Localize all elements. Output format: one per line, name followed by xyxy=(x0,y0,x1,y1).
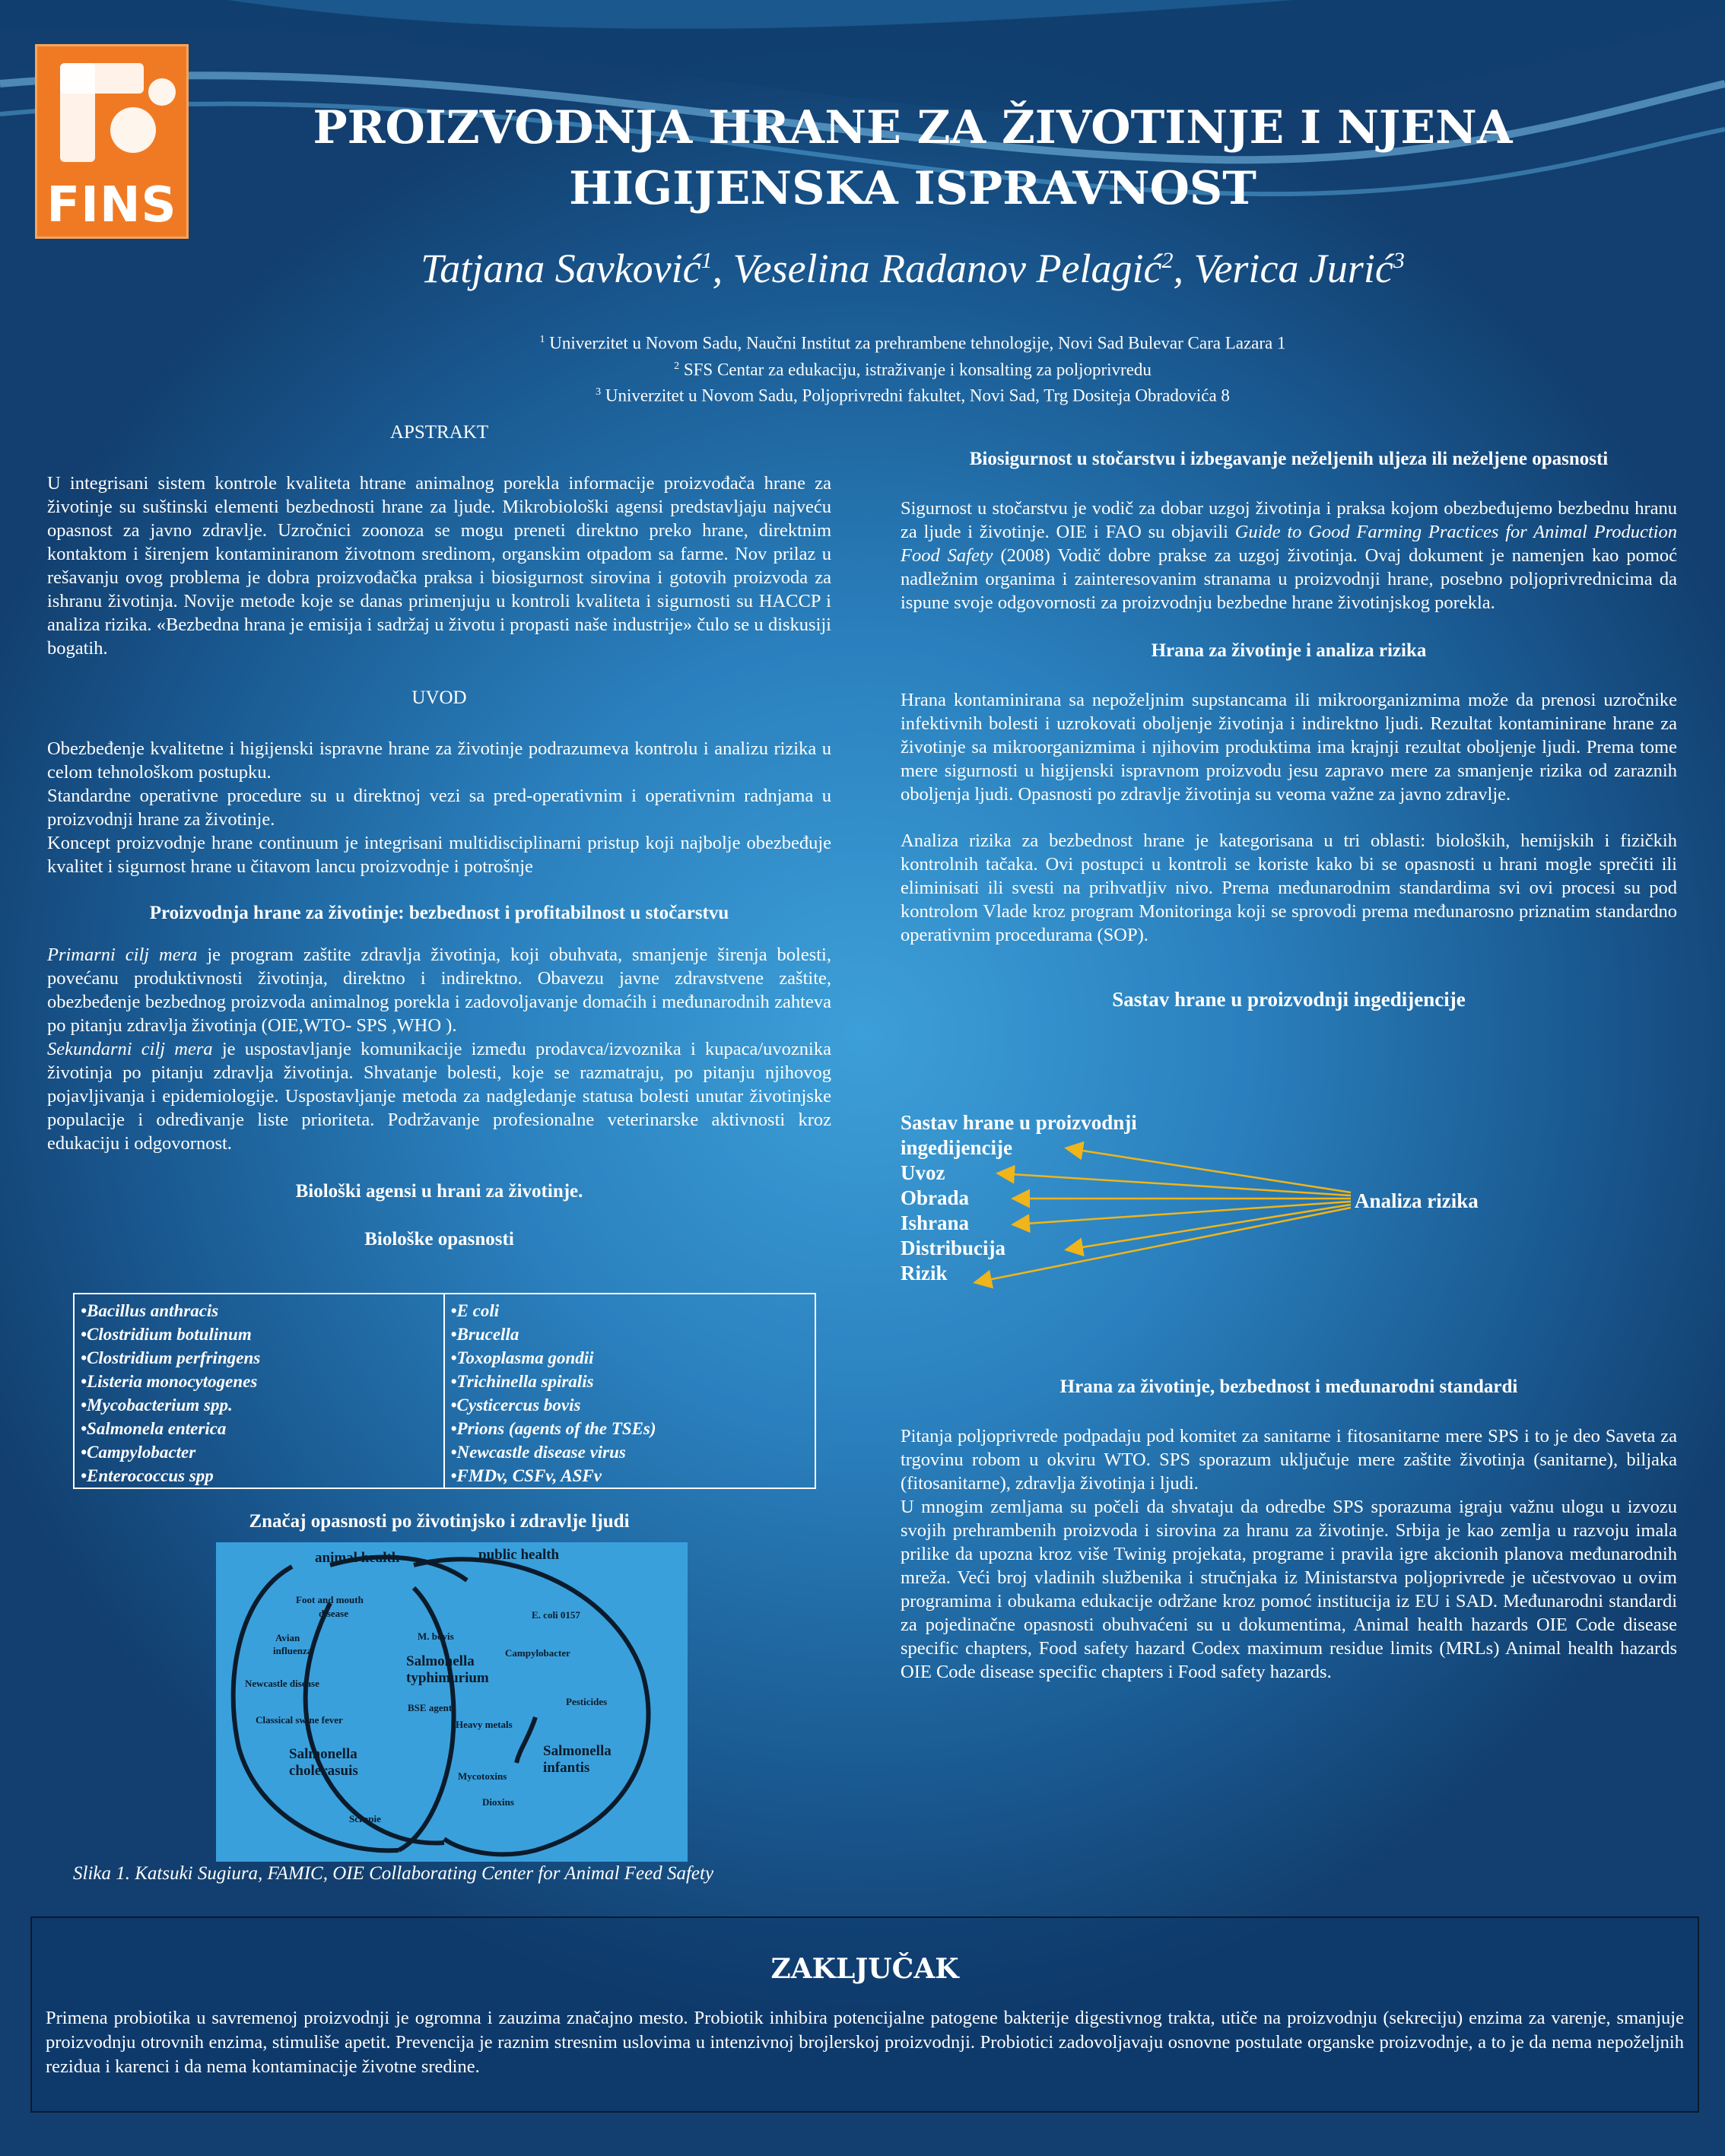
venn-label: Campylobacter xyxy=(505,1647,570,1659)
ingredient-item: Sastav hrane u proizvodnji xyxy=(901,1111,1137,1134)
arrow xyxy=(977,1208,1351,1282)
hazard-item: •Toxoplasma gondii xyxy=(450,1348,594,1367)
hazard-item: •Campylobacter xyxy=(81,1443,196,1462)
venn-left-title: animal health xyxy=(315,1550,400,1566)
standardi-paragraph: Pitanja poljoprivrede podpadaju pod komitet za sanitarne i fitosanitarne mere SPS i to je deo Saveta za trgovinu robom u okviru WTO. SPS sporazum uključuje mere zaštite životinja (sanitarne), biljaka (fitosanitarne), zdravlja životinja i ljudi. xyxy=(901,1426,1677,1494)
arrow-group xyxy=(977,1148,1351,1282)
venn-big-label: Salmonella xyxy=(406,1653,475,1669)
conclusion-box xyxy=(30,1916,1699,2113)
right-column xyxy=(901,447,1677,1034)
proizvodnja-paragraph: Sekundarni cilj mera je uspostavljanje komunikacije između prodavca/izvoznika i kupaca/uvoznika životinja po pitanju zdravlja životinja. Shvatanje bolesti, koje se razmatraju, po pitanju njihovog pojavljivanja i epidemiologije. Uspostavljanje metoda za nadgledanje statusa bolesti unutar životinjske populacije i određivanje liste prioriteta. Podržavanje profesionalne veterinarske aktivnosti kroz edukaciju i odgovornost. xyxy=(47,1039,831,1154)
ingredient-item: Uvoz xyxy=(901,1161,945,1184)
hazard-item: •Cysticercus bovis xyxy=(450,1396,581,1415)
hazard-item: •Enterococcus spp xyxy=(81,1466,214,1485)
hazard-item: •Salmonela enterica xyxy=(81,1419,227,1438)
venn-label: Heavy metals xyxy=(456,1719,513,1730)
uvod-paragraph: Obezbeđenje kvalitetne i higijenski ispravne hrane za životinje podrazumeva kontrolu i analizu rizika u celom tehnološkom postupku. xyxy=(47,738,831,783)
venn-label: Pesticides xyxy=(566,1696,608,1707)
hazard-item: •Mycobacterium spp. xyxy=(81,1396,233,1415)
affiliation: $^2$ SFS Centar za edukaciju, istraživanje i konsalting za poljoprivredu xyxy=(674,360,1152,379)
venn-label: BSE agent xyxy=(408,1702,453,1713)
ingredient-item: Rizik xyxy=(901,1262,948,1284)
affiliations xyxy=(228,329,1597,408)
analiza-paragraph: Analiza rizika za bezbednost hrane je kategorisana u tri oblasti: bioloških, hemijskih i fizičkih kontrolnih tačaka. Ovi postupci u kontroli se koriste kako bi se opasnosti u hrani mogle sprečiti ili eliminisati ili svesti na prihvatljiv nivo. Prema međunarodnim standardima svi ovi procesi su pod kontrolom Vlade kroz program Monitoringa koji se sprovodi prema međunarosno priznatim standardno operativnim procedurama (SOP). xyxy=(901,830,1677,945)
risk-analysis-label: Analiza rizika xyxy=(1355,1189,1479,1212)
uvod-paragraph: Standardne operativne procedure su u direktnoj vezi sa pred-operativnim i operativnim radnjama u proizvodnji hrane za životinje. xyxy=(47,786,831,830)
venn-label: Scrapie xyxy=(349,1813,381,1824)
title-line-2: HIGIJENSKA ISPRAVNOST xyxy=(569,162,1256,215)
affiliation: $^3$ Univerzitet u Novom Sadu, Poljoprivredni fakultet, Novi Sad, Trg Dositeja Obradovića 8 xyxy=(596,386,1230,405)
venn-big-label: cholerasuis xyxy=(289,1763,358,1779)
hazard-item: •Clostridium perfringens xyxy=(81,1348,261,1367)
author-name: Verica Jurić xyxy=(1193,246,1393,291)
risk-arrows xyxy=(901,1110,1585,1308)
hazard-item: •Bacillus anthracis xyxy=(81,1301,219,1320)
venn-label: Newcastle disease xyxy=(245,1678,319,1689)
venn-label: Avian xyxy=(275,1632,300,1643)
venn-big-label: Salmonella xyxy=(543,1743,612,1759)
venn-label: Dioxins xyxy=(482,1796,514,1808)
figure-caption: Slika 1. Katsuki Sugiura, FAMIC, OIE Collaborating Center for Animal Feed Safety xyxy=(73,1863,714,1884)
venn-label: influenza xyxy=(273,1645,313,1656)
section-heading-standardi: Hrana za životinje, bezbednost i međunarodni standardi xyxy=(1059,1376,1518,1397)
venn-diagram xyxy=(216,1542,688,1862)
apstrakt-text: U integrisani sistem kontrole kvaliteta htrane animalnog porekla informacije proizvođača hrane za životinje su suštinski elementi bezbednosti hrane za ljude. Mikrobiološki agensi predstavljaju najveću opasnost za javno zdravlje. Uzročnici zoonoza se mogu preneti direktno preko hrane, direktnim kontaktom i širenjem kontaminiranom životnom sredinom, organskim otpadom sa farme. Nov prilaz u rešavanju ovog problema je dobra proizvođačka praksa i biosigurnost sirovina i gotovih proizvoda za ishranu životinja. Novije metode koje se danas primenjuju u kontroli kvaliteta i sigurnosti su HACCP i analiza rizika. «Bezbedna hrana je emisija i sadržaj u životu i propasti naše industrije» čulo se u diskusiji bogatih. xyxy=(47,473,831,659)
venn-label: E. coli 0157 xyxy=(532,1609,580,1621)
biosigurnost-text: Sigurnost u stočarstvu je vodič za dobar uzgoj životinja i praksa kojom obezbeđujemo bezbednu hranu za ljude i životinje. OIE i FAO su objavili Guide to Good Farming Practices for Animal Production Food Safety (2008) Vodič dobre prakse za uzgoj životinja. Ovaj dokument je namenjen kao pomoć nadležnim organima i zainteresovanim stranama u proizvodnji hrane, posebno poljoprivrednicima da ispune svoje odgovornosti za proizvodnju bezbedne hrane životinjskog porekla. xyxy=(901,498,1677,613)
ingredient-item: ingedijencije xyxy=(901,1136,1012,1159)
hazards-column xyxy=(445,1294,815,1488)
proizvodnja-paragraph: Primarni cilj mera je program zaštite zdravlja životinja, koji obuhvata, smanjenje širenja bolesti, povećanu produktivnosti životinja, direktno i indirektno. Obavezu javne zdravstvene zaštite, obezbeđenje bezbednog proizvoda animalnog porekla i zadovoljavanje domaćih i međunarodnih zahteva po pitanju zdravlja životinja (OIE,WTO- SPS ,WHO ). xyxy=(47,945,831,1036)
author-name: Tatjana Savković xyxy=(421,246,701,291)
section-heading-apstrakt: APSTRAKT xyxy=(389,422,489,443)
section-heading-biosigurnost: Biosigurnost u stočarstvu i izbegavanje neželjenih uljeza ili neželjene opasnosti xyxy=(969,449,1609,469)
section-heading-sastav: Sastav hrane u proizvodnji ingedijencije xyxy=(1112,988,1466,1011)
venn-big-label: Salmonella xyxy=(289,1746,357,1762)
ingredient-item: Distribucija xyxy=(901,1237,1005,1259)
hazard-item: •E coli xyxy=(450,1301,500,1320)
section-heading-proizvodnja: Proizvodnja hrane za životinje: bezbednost i profitabilnost u stočarstvu xyxy=(149,903,729,923)
section-heading-bioloski: Biološki agensi u hrani za životinje. xyxy=(295,1181,583,1202)
analiza-paragraph: Hrana kontaminirana sa nepoželjnim supstancama ili mikroorganizmima može da prenosi uzročnike infektivnih bolesti i uzrokovati oboljenje životinja i indirektno ljudi. Rezultat kontaminirane hrane za životinje sa mikroorganizmima i njihovim produktima ima krajnji rezultat oboljenje ljudi. Prema tome mere sigurnosti u higijenski ispravnom proizvodu jesu zapravo mere za smanjenje rizika od zaraznih oboljenja ljudi. Opasnosti po zdravlje životinja su veoma važne za javno zdravlje. xyxy=(901,690,1677,805)
subheading-bioloske-opasnosti: Biološke opasnosti xyxy=(364,1229,514,1249)
risk-diagram xyxy=(901,1110,1585,1308)
venn-label: Mycotoxins xyxy=(458,1770,507,1782)
venn-label: Foot and mouth xyxy=(296,1594,364,1605)
hazard-item: •Prions (agents of the TSEs) xyxy=(450,1419,656,1438)
authors: Tatjana Savković$^1$, Veselina Radanov Pelagić$^2$, Verica Jurić$^3$ xyxy=(421,246,1405,291)
hazard-item: •Clostridium botulinum xyxy=(81,1325,252,1344)
hazard-item: •Trichinella spiralis xyxy=(450,1372,594,1391)
section-heading-analiza: Hrana za životinje i analiza rizika xyxy=(1151,640,1427,661)
uvod-paragraph: Koncept proizvodnje hrane continuum je integrisani multidisciplinarni pristup koji najbolje obezbeđuje kvalitet i sigurnost hrane u čitavom lancu proizvodnje i potrošnje xyxy=(47,833,831,877)
hazard-item: •FMDv, CSFv, ASFv xyxy=(450,1466,602,1485)
right-column-lower xyxy=(901,1375,1677,1705)
section-heading-uvod: UVOD xyxy=(411,687,467,708)
conclusion-text: Primena probiotika u savremenoj proizvodnji je ogromna i zauzima značajno mesto. Probiotik inhibira potencijalne patogene bakterije digestivnog trakta, utiče na proizvodnju (sekreciju) enzima za varenje, smanjuje proizvodnju otrovnih enzima, stimuliše apetit. Prevencija je raznim stresnim uslovima u intenzivnoj brojlerskoj proizvodnji. Probiotici zadovoljavaju osnovne postulate organske proizvodnje, a to je da nema nepoželjnih rezidua i karenci i da nema kontaminacije životne sredine. xyxy=(46,2008,1684,2077)
venn-label: M. bovis xyxy=(418,1630,454,1642)
ingredient-item: Ishrana xyxy=(901,1211,970,1234)
hazards-column xyxy=(75,1294,445,1488)
venn-big-label: typhimurium xyxy=(406,1670,489,1686)
section-heading-znacaj: Značaj opasnosti po životinjsko i zdravlje ljudi xyxy=(249,1511,630,1532)
ingredient-item: Obrada xyxy=(901,1186,970,1209)
venn-big-label: infantis xyxy=(543,1760,590,1776)
hazard-item: •Newcastle disease virus xyxy=(450,1443,626,1462)
logo-text: FINS xyxy=(46,177,177,233)
venn-label: disease xyxy=(319,1608,348,1619)
affiliation: $^1$ Univerzitet u Novom Sadu, Naučni Institut za prehrambene tehnologije, Novi Sad Bulevar Cara Lazara 1 xyxy=(539,333,1286,353)
conclusion-heading: ZAKLJUČAK xyxy=(770,1953,959,1985)
venn-label: Classical swine fever xyxy=(256,1714,343,1726)
venn-right-title: public health xyxy=(478,1547,560,1563)
left-column xyxy=(47,421,831,1274)
poster-title xyxy=(228,97,1597,219)
hazard-item: •Listeria monocytogenes xyxy=(81,1372,258,1391)
author-name: Veselina Radanov Pelagić xyxy=(732,246,1162,291)
hazard-item: •Brucella xyxy=(450,1325,519,1344)
title-line-1: PROIZVODNJA HRANE ZA ŽIVOTINJE I NJENA xyxy=(313,101,1513,154)
standardi-paragraph: U mnogim zemljama su počeli da shvataju da odredbe SPS sporazuma igraju važnu ulogu u izvozu svojih prehrambenih proizvoda i sirovina za hranu za životinje. Srbija je kao zemlja u razvoju imala prilike da upozna kroz više Twinig projekata, programe i pravila igre akcionih planova međunarodnih mreža. Veći broj vladinih službenika i stručnjaka iz Ministarstva poljoprivrede je učestvovao u ovim programima i obukama edukacije održane kroz pomoć institucija iz EU i SAD. Međunarodni standardi za pojedinačne opasnosti obuhvaćeni su u dokumentima, Animal health hazards OIE Code disease specific chapters, Food safety hazard Codex maximum residue limits (MRLs) Animal health hazards OIE Code disease specific chapters i Food safety hazards. xyxy=(901,1497,1677,1682)
fins-logo-icon xyxy=(37,46,186,183)
fins-logo xyxy=(35,44,189,239)
hazards-table xyxy=(73,1293,816,1489)
